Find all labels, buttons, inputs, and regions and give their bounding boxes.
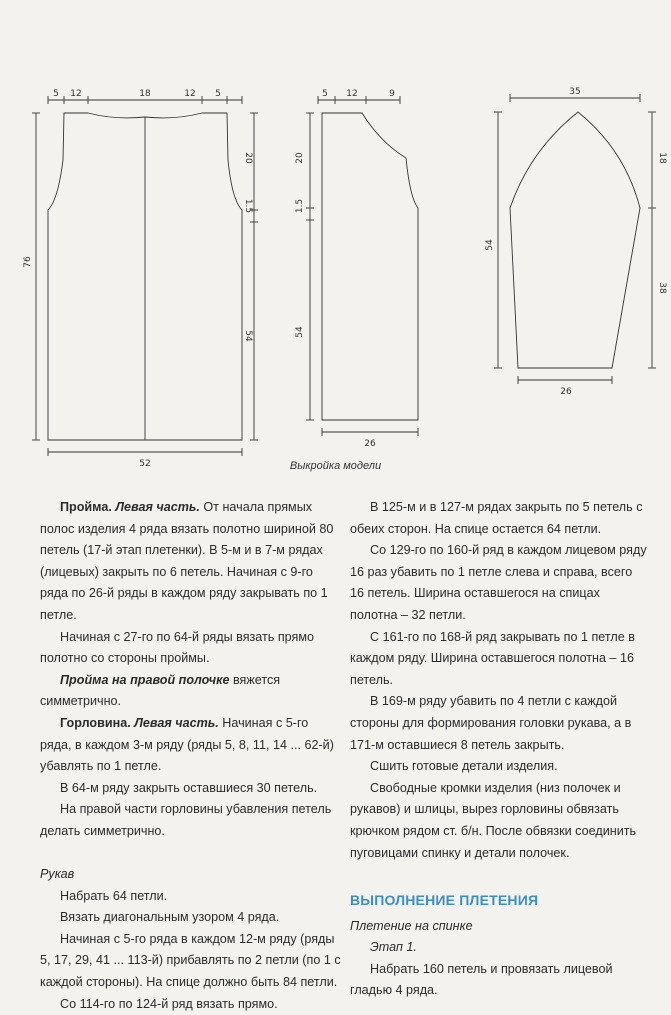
sleeve-dim-bottom: 26	[560, 387, 572, 397]
paragraph-sleeve-close-5: В 125-м и в 127-м рядах закрыть по 5 петель с обеих сторон. На спице остается 64 петли.	[350, 500, 643, 536]
pattern-drawing	[0, 0, 671, 470]
paragraph-sleeve-increase: Начиная с 5-го ряда в каждом 12-м ряду (ряды 5, 17, 29, 41 ... 113-й) прибавлять по 2 петли (по 1 с каждой стороны). На спице должно быть 84 петли.	[40, 931, 341, 990]
paragraph-assembly: Сшить готовые детали изделия.	[370, 759, 558, 774]
sleeve-heading: Рукав	[40, 867, 75, 882]
paragraph-sleeve-cast-on: Набрать 64 петли.	[60, 888, 168, 903]
paragraph-neckline-right: На правой части горловины убавления петель делать симметрично.	[40, 802, 332, 838]
front-dim-bottom: 26	[364, 439, 376, 449]
right-column	[350, 497, 648, 1002]
sleeve-dim-right-2: 38	[657, 282, 667, 294]
sleeve-dim-top: 35	[569, 87, 581, 97]
left-column	[40, 497, 342, 1015]
paragraph-sleeve-decrease: Со 129-го по 160-й ряд в каждом лицевом ряду 16 раз убавить по 1 петле слева и справа, всего 16 петель. Ширина оставшегося на спицах полотна – 32 петли.	[350, 543, 647, 622]
back-dim-bottom: 52	[139, 459, 151, 469]
front-dim-top-3: 9	[389, 89, 395, 99]
back-dim-top-2: 12	[70, 89, 82, 99]
pattern-diagram	[0, 0, 671, 470]
back-dim-side-3: 54	[243, 330, 253, 342]
back-dim-side-1: 20	[243, 152, 253, 164]
paragraph-neckline-close: В 64-м ряду закрыть оставшиеся 30 петель.	[60, 780, 318, 795]
paragraph-sleeve-pattern: Вязать диагональным узором 4 ряда.	[60, 910, 280, 925]
front-dim-side-3: 54	[295, 326, 305, 338]
paragraph-armhole-straight: Начиная с 27-го по 64-й ряды вязать прямо полотно со стороны проймы.	[40, 629, 315, 666]
back-dim-height: 76	[23, 256, 33, 268]
paragraph-sleeve-straight: Со 114-го по 124-й ряд вязать прямо.	[60, 996, 278, 1011]
front-dim-side-2: 1.5	[295, 198, 305, 214]
back-dim-top-4: 12	[184, 89, 196, 99]
front-dim-top-2: 12	[346, 89, 358, 99]
sleeve-dim-left: 54	[485, 239, 495, 251]
back-dim-top-1: 5	[53, 89, 59, 99]
diagram-caption: Выкройка модели	[289, 460, 382, 472]
front-piece-outline	[322, 113, 418, 420]
back-dim-side-2: 1.5	[243, 198, 253, 214]
back-dim-top-5: 5	[215, 89, 221, 99]
section-title: ВЫПОЛНЕНИЕ ПЛЕТЕНИЯ	[350, 891, 539, 908]
front-dim-top-1: 5	[322, 89, 328, 99]
paragraph-stage-1: Набрать 160 петель и провязать лицевой гладью 4 ряда.	[350, 961, 613, 998]
paragraph-edging: Свободные кромки изделия (низ полочек и рукавов) и шлицы, вырез горловины обвязать крючком рядом ст. б/н. После обвязки соединить пуговицами спинку и детали полочек.	[350, 780, 637, 860]
front-dim-side-1: 20	[295, 152, 305, 164]
sleeve-dim-right-1: 18	[657, 152, 667, 164]
paragraph-neckline-left: Горловина. Левая часть. Начиная с 5-го ряда, в каждом 3-м ряду (ряды 5, 8, 11, 14 ... 62-й) убавлять по 1 петле.	[40, 715, 334, 774]
paragraph-sleeve-close-1: С 161-го по 168-й ряд закрывать по 1 петле в каждом ряду. Ширина оставшегося полотна – 16 петель.	[350, 629, 635, 687]
paragraph-armhole-left: Пройма. Левая часть. От начала прямых полос изделия 4 ряда вязать полотно шириной 80 петель (17-й этап плетенки). В 5-м и в 7-м рядах (лицевых) закрыть по 6 петель. Начиная с 9-го ряда по 26-й ряды в каждом ряду закрывать по 1 петле.	[40, 500, 334, 622]
sleeve-outline	[510, 112, 640, 368]
subheading-back: Плетение на спинке	[350, 918, 473, 933]
paragraph-armhole-right: Пройма на правой полочке вяжется симметрично.	[40, 672, 281, 709]
paragraph-sleeve-cap: В 169-м ряду убавить по 4 петли с каждой стороны для формирования головки рукава, а в 171-м оставшиеся 8 петель закрыть.	[350, 694, 632, 752]
subheading-stage-1: Этап 1.	[370, 940, 417, 955]
back-dim-top-3: 18	[139, 89, 151, 99]
